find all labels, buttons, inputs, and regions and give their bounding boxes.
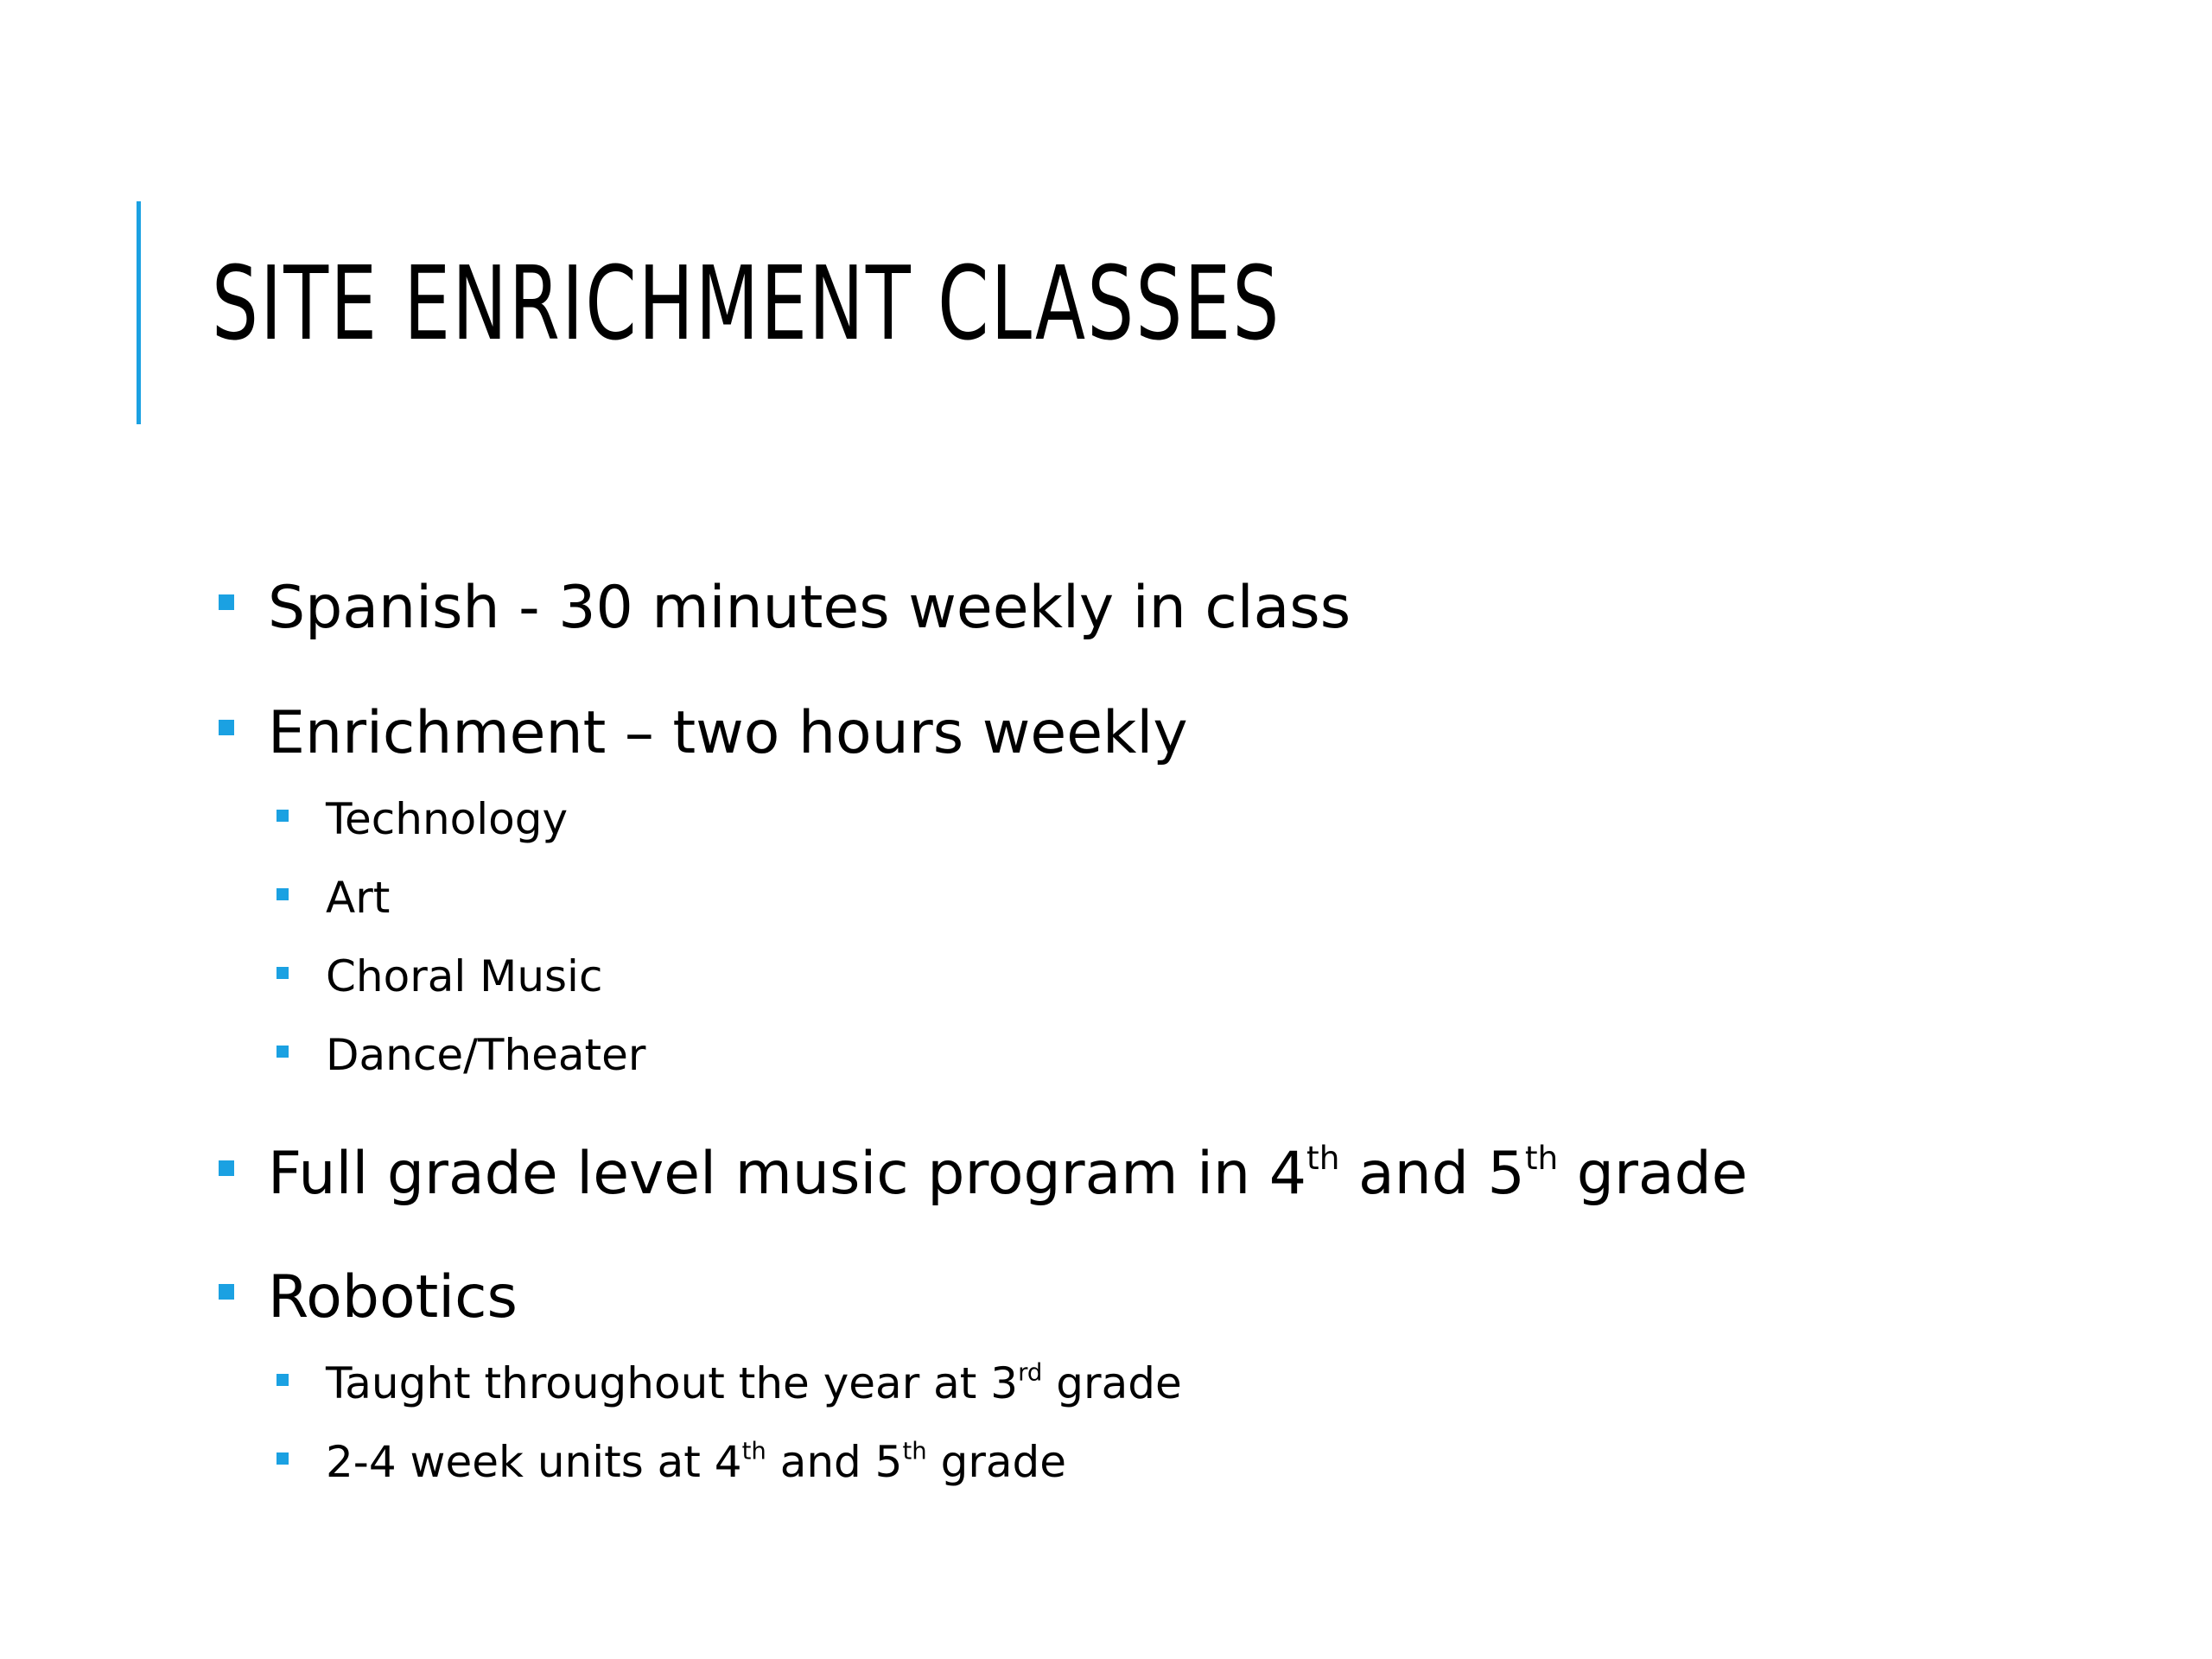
bullet-text: Enrichment – two hours weekly: [268, 699, 1188, 767]
square-bullet-icon: [219, 1160, 234, 1176]
square-bullet-icon: [276, 1452, 289, 1465]
square-bullet-icon: [276, 967, 289, 979]
sub-bullet-text: Choral Music: [326, 951, 603, 1001]
slide-title: SITE ENRICHMENT CLASSES: [212, 244, 1281, 363]
title-accent-bar: [137, 201, 141, 424]
sub-bullet-text: Taught throughout the year at 3rd grade: [326, 1358, 1182, 1408]
sub-bullet-text: Art: [326, 873, 391, 923]
square-bullet-icon: [276, 810, 289, 822]
square-bullet-icon: [276, 1046, 289, 1058]
square-bullet-icon: [219, 1284, 234, 1300]
sub-bullet-text: Dance/Theater: [326, 1030, 646, 1080]
sub-bullet-text: Technology: [326, 794, 569, 844]
square-bullet-icon: [276, 888, 289, 900]
square-bullet-icon: [276, 1374, 289, 1386]
sub-bullet-text: 2-4 week units at 4th and 5th grade: [326, 1437, 1067, 1487]
bullet-text: Full grade level music program in 4th and 5th grade: [268, 1138, 1748, 1208]
bullet-text: Spanish - 30 minutes weekly in class: [268, 574, 1351, 642]
bullet-text: Robotics: [268, 1263, 518, 1332]
square-bullet-icon: [219, 594, 234, 610]
square-bullet-icon: [219, 720, 234, 735]
